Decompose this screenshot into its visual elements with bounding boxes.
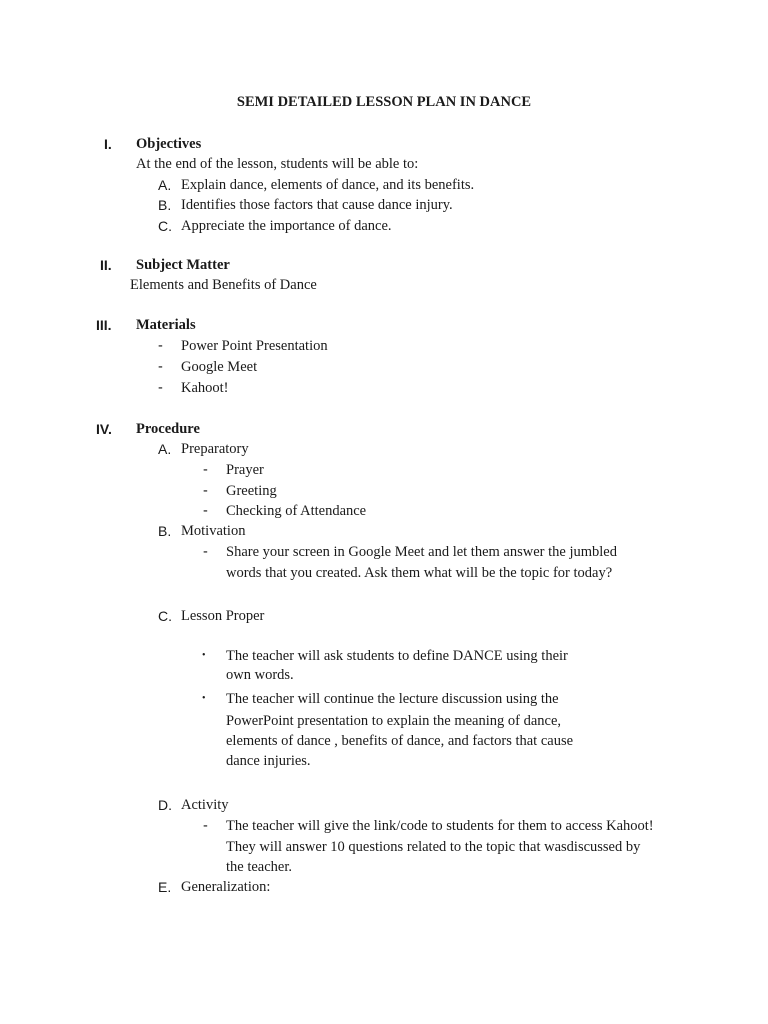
list-dash: - — [203, 483, 208, 499]
subject-matter-text: Elements and Benefits of Dance — [130, 277, 317, 293]
material-item: Google Meet — [181, 359, 258, 375]
objective-item: Identifies those factors that cause dance injury. — [181, 197, 453, 213]
list-dash: - — [203, 503, 208, 519]
preparatory-item: Greeting — [226, 483, 277, 499]
lesson-bullet-line: elements of dance , benefits of dance, and factors that cause — [226, 733, 574, 749]
list-dash: - — [158, 380, 163, 396]
procedure-step-marker: E. — [158, 879, 172, 895]
section-numeral-subject-matter: II. — [100, 257, 112, 273]
section-heading-procedure: Procedure — [136, 421, 200, 437]
objective-item: Appreciate the importance of dance. — [181, 218, 392, 234]
procedure-step-label: Motivation — [181, 523, 246, 539]
procedure-step-marker: A. — [158, 441, 172, 457]
lesson-bullet-line: dance injuries. — [226, 753, 311, 769]
section-heading-subject-matter: Subject Matter — [136, 257, 230, 273]
objective-marker: A. — [158, 177, 172, 193]
material-item: Kahoot! — [181, 380, 229, 396]
motivation-text-line: words that you created. Ask them what will be the topic for today? — [226, 565, 613, 581]
procedure-step-marker: C. — [158, 608, 172, 624]
lesson-bullet-line: The teacher will continue the lecture discussion using the — [226, 691, 559, 707]
procedure-step-marker: D. — [158, 797, 172, 813]
list-dash: - — [203, 462, 208, 478]
procedure-step-label: Activity — [181, 797, 229, 813]
preparatory-item: Prayer — [226, 462, 264, 478]
activity-text-line: They will answer 10 questions related to the topic that wasdiscussed by — [226, 839, 641, 855]
list-dash: - — [158, 338, 163, 354]
lesson-bullet-line: PowerPoint presentation to explain the meaning of dance, — [226, 713, 562, 729]
lesson-bullet-line: own words. — [226, 667, 294, 683]
procedure-step-marker: B. — [158, 523, 172, 539]
objective-marker: C. — [158, 218, 172, 234]
motivation-text-line: Share your screen in Google Meet and let them answer the jumbled — [226, 544, 617, 560]
objectives-intro: At the end of the lesson, students will be able to: — [136, 156, 419, 172]
document-title: SEMI DETAILED LESSON PLAN IN DANCE — [236, 94, 532, 110]
activity-text-line: The teacher will give the link/code to students for them to access Kahoot! — [226, 818, 654, 834]
section-numeral-procedure: IV. — [96, 421, 112, 437]
lesson-bullet-line: The teacher will ask students to define DANCE using their — [226, 648, 568, 664]
preparatory-item: Checking of Attendance — [226, 503, 367, 519]
section-numeral-materials: III. — [96, 317, 112, 333]
list-dash: - — [203, 818, 208, 834]
list-dash: - — [158, 359, 163, 375]
list-dash: - — [203, 544, 208, 560]
objective-item: Explain dance, elements of dance, and its benefits. — [181, 177, 475, 193]
procedure-step-label: Lesson Proper — [181, 608, 265, 624]
section-numeral-objectives: I. — [104, 136, 112, 152]
objective-marker: B. — [158, 197, 172, 213]
section-heading-materials: Materials — [136, 317, 196, 333]
activity-text-line: the teacher. — [226, 859, 293, 875]
bullet-icon: • — [202, 650, 206, 661]
bullet-icon: • — [202, 693, 206, 704]
procedure-step-label: Generalization: — [181, 879, 271, 895]
material-item: Power Point Presentation — [181, 338, 328, 354]
section-heading-objectives: Objectives — [136, 136, 202, 152]
procedure-step-label: Preparatory — [181, 441, 249, 457]
